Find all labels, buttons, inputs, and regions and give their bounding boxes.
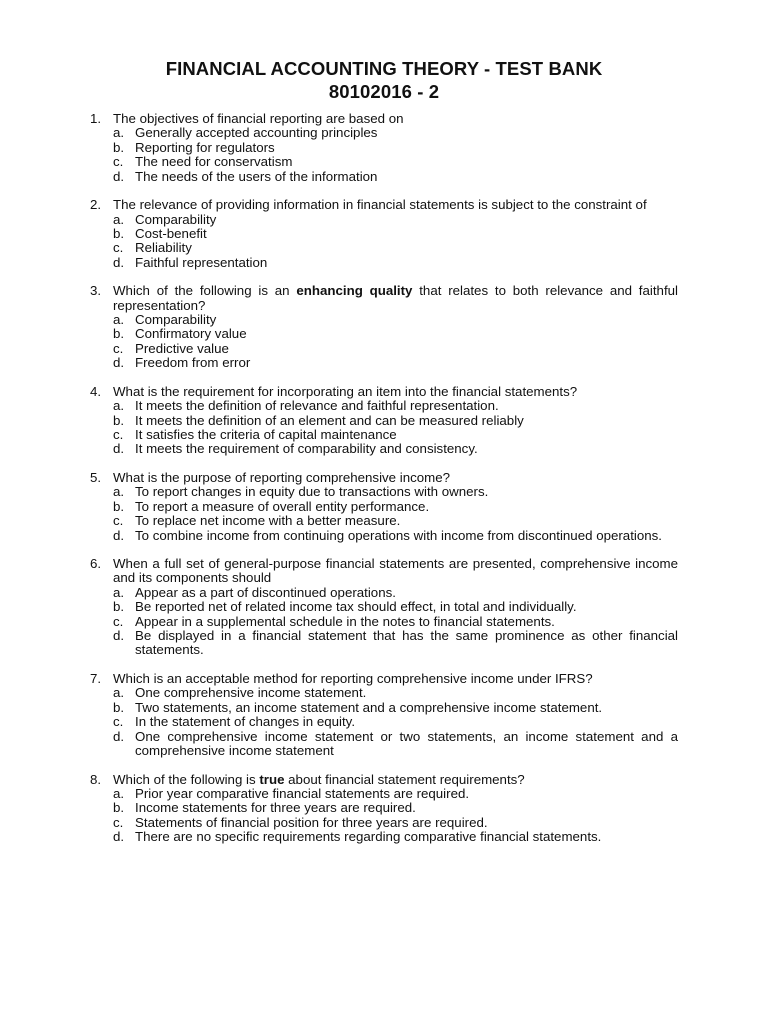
answer-option [113,399,678,413]
option-list [113,399,678,457]
option-text: Comparability [135,211,217,227]
question-body [113,284,678,370]
question-body [113,385,678,457]
option-text: One comprehensive income statement or two statements, an income statement and a comprehensive income statement [135,728,678,758]
question-number: 2. [90,197,102,213]
question-number: 5. [90,469,102,485]
question-body [113,557,678,658]
option-text: It meets the requirement of comparability and consistency. [135,441,478,457]
question-text-before: Which of the following is an [113,283,297,299]
option-text: One comprehensive income statement. [135,685,367,701]
answer-option [113,485,678,499]
question-list [90,112,678,845]
question-number: 8. [90,771,102,787]
option-letter: a. [113,484,125,500]
question-text-before: What is the purpose of reporting comprehensive income? [113,469,451,485]
question-text [113,385,678,399]
option-text: Predictive value [135,340,229,356]
option-letter: a. [113,211,125,227]
option-letter: a. [113,398,125,414]
option-text: To report changes in equity due to transactions with owners. [135,484,489,500]
question-body [113,198,678,270]
option-letter: c. [113,427,124,442]
option-text: Income statements for three years are required. [135,800,416,816]
option-text: There are no specific requirements regarding comparative financial statements. [135,829,602,845]
option-list [113,213,678,271]
answer-option [113,701,678,715]
question-text [113,471,678,485]
option-text: Two statements, an income statement and a comprehensive income statement. [135,699,603,715]
question-text [113,198,678,212]
title-line-2: 80102016 - 2 [328,81,440,102]
question-item [90,112,678,184]
option-letter: b. [113,225,125,241]
question-text [113,112,678,126]
answer-option [113,356,678,370]
option-text: To combine income from continuing operations with income from discontinued operations. [135,527,662,543]
option-text: To report a measure of overall entity performance. [135,498,430,514]
option-text: To replace net income with a better measure. [135,513,401,529]
question-body [113,672,678,758]
answer-option [113,586,678,600]
option-letter: c. [113,340,124,356]
answer-option [113,227,678,241]
question-text-before: Which of the following is [113,771,260,787]
answer-option [113,155,678,169]
answer-option [113,126,678,140]
answer-option [113,170,678,184]
option-list [113,126,678,184]
question-emphasis: true [259,771,285,787]
answer-option [113,414,678,428]
option-text: Faithful representation [135,254,268,270]
option-letter: a. [113,312,125,328]
option-letter: d. [113,527,125,543]
option-text: Prior year comparative financial statements are required. [135,785,470,801]
answer-option [113,801,678,815]
question-number: 7. [90,670,102,686]
question-number: 4. [90,383,102,399]
option-letter: b. [113,699,125,715]
option-letter: a. [113,685,125,701]
option-list [113,485,678,543]
answer-option [113,327,678,341]
answer-option [113,442,678,456]
option-text: The need for conservatism [135,154,293,170]
option-text: Freedom from error [135,355,251,371]
option-letter: b. [113,599,125,615]
option-letter: d. [113,628,125,644]
option-text: It meets the definition of relevance and faithful representation. [135,398,499,414]
question-item [90,284,678,370]
option-text: Reliability [135,240,192,256]
answer-option [113,787,678,801]
question-item [90,672,678,758]
option-letter: d. [113,254,125,270]
option-letter: b. [113,326,125,342]
answer-option [113,615,678,629]
option-letter: d. [113,168,125,184]
option-text: Comparability [135,312,217,328]
question-body [113,471,678,543]
answer-option [113,686,678,700]
answer-option [113,500,678,514]
option-letter: c. [113,714,124,730]
question-body [113,112,678,184]
option-text: It satisfies the criteria of capital maintenance [135,427,397,442]
answer-option [113,313,678,327]
answer-option [113,529,678,543]
answer-option [113,213,678,227]
question-item [90,385,678,457]
option-text: In the statement of changes in equity. [135,714,356,730]
option-text: Be displayed in a financial statement that has the same prominence as other financial statements. [135,628,678,658]
answer-option [113,514,678,528]
option-text: Generally accepted accounting principles [135,125,378,141]
option-letter: c. [113,240,124,256]
answer-option [113,256,678,270]
option-text: Confirmatory value [135,326,247,342]
option-letter: c. [113,154,124,170]
question-number: 3. [90,283,102,299]
question-emphasis: enhancing quality [296,283,413,299]
question-text-after: that relates to both relevance and faithful representation? [113,283,678,313]
question-text-before: When a full set of general-purpose financial statements are presented, comprehensive income and its components should [113,556,678,586]
option-letter: b. [113,498,125,514]
answer-option [113,830,678,844]
option-text: Appear in a supplemental schedule in the notes to financial statements. [135,613,555,629]
question-text-before: What is the requirement for incorporating an item into the financial statements? [113,383,578,399]
option-letter: b. [113,412,125,428]
page-title [90,57,678,103]
question-text-before: The relevance of providing information in financial statements is subject to the constraint of [113,197,647,213]
option-letter: d. [113,355,125,371]
answer-option [113,241,678,255]
option-text: Reporting for regulators [135,139,275,155]
question-text-before: Which is an acceptable method for reporting comprehensive income under IFRS? [113,670,593,686]
answer-option [113,342,678,356]
option-letter: a. [113,125,125,141]
option-letter: b. [113,139,125,155]
option-letter: c. [113,814,124,830]
answer-option [113,600,678,614]
question-text [113,672,678,686]
option-list [113,787,678,845]
question-number: 1. [90,111,102,126]
option-list [113,586,678,658]
option-text: It meets the definition of an element and can be measured reliably [135,412,524,428]
option-text: Appear as a part of discontinued operations. [135,584,396,600]
question-text-after: about financial statement requirements? [284,771,525,787]
question-text [113,557,678,586]
option-letter: c. [113,613,124,629]
option-letter: a. [113,785,125,801]
answer-option [113,816,678,830]
option-letter: d. [113,441,125,457]
answer-option [113,141,678,155]
question-item [90,773,678,845]
question-text [113,284,678,313]
question-item [90,557,678,658]
answer-option [113,629,678,658]
option-list [113,686,678,758]
option-text: Cost-benefit [135,225,207,241]
option-letter: a. [113,584,125,600]
option-letter: d. [113,829,125,845]
option-letter: b. [113,800,125,816]
answer-option [113,715,678,729]
question-text-before: The objectives of financial reporting are based on [113,111,404,126]
question-item [90,198,678,270]
answer-option [113,428,678,442]
option-text: Be reported net of related income tax should effect, in total and individually. [135,599,577,615]
question-text [113,773,678,787]
question-item [90,471,678,543]
title-line-1: FINANCIAL ACCOUNTING THEORY - TEST BANK [165,58,603,79]
option-letter: c. [113,513,124,529]
question-number: 6. [90,556,102,572]
answer-option [113,730,678,759]
option-letter: d. [113,728,125,744]
question-body [113,773,678,845]
option-text: The needs of the users of the information [135,168,378,184]
option-list [113,313,678,371]
option-text: Statements of financial position for three years are required. [135,814,488,830]
